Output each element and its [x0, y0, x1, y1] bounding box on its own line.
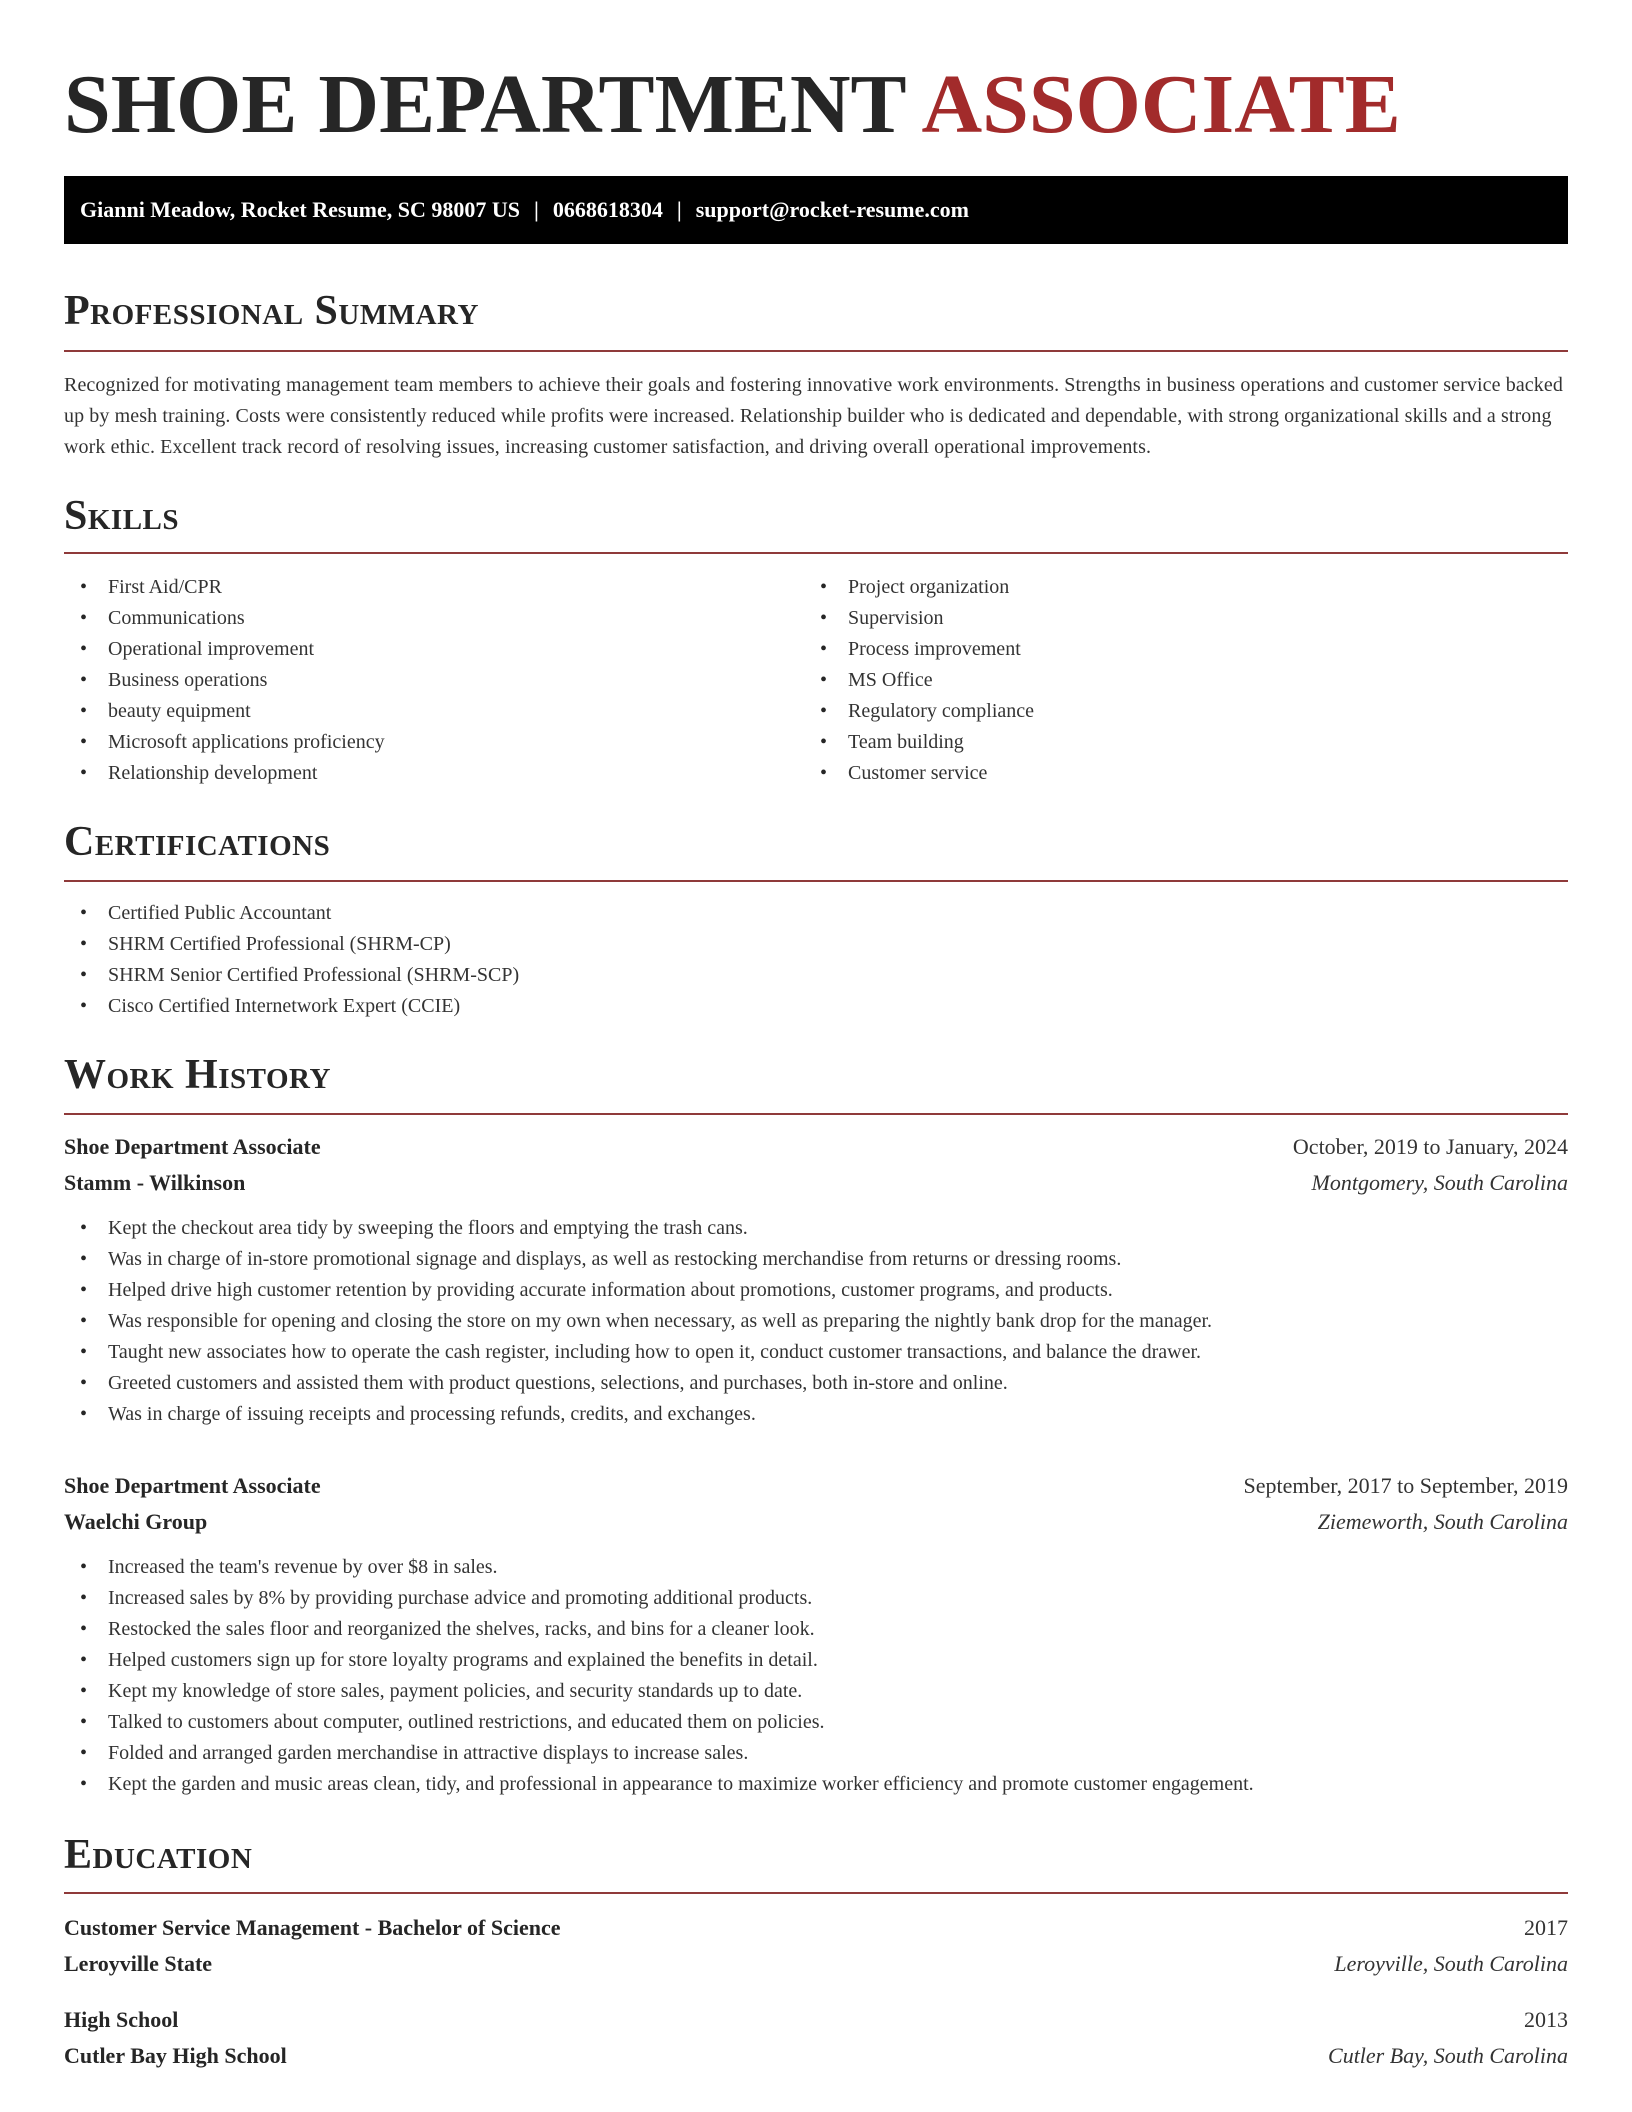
job-header-row — [64, 1468, 1568, 1504]
education-school-row — [64, 2038, 1568, 2074]
education-degree: Customer Service Management - Bachelor of Science — [64, 1915, 561, 1940]
skill-item: • Supervision — [804, 603, 1544, 634]
skill-item: • Regulatory compliance — [804, 696, 1544, 727]
certification-item: • SHRM Senior Certified Professional (SHRM-SCP) — [64, 960, 1568, 991]
resume-title — [64, 50, 1401, 160]
job-dates: September, 2017 to September, 2019 — [1243, 1473, 1568, 1498]
job-duty: • Talked to customers about computer, outlined restrictions, and educated them on policies. — [64, 1707, 1568, 1738]
section-divider — [64, 552, 1568, 554]
education-location: Leroyville, South Carolina — [1334, 1951, 1568, 1976]
education-entry — [64, 2002, 1568, 2074]
job-duty: • Kept my knowledge of store sales, payment policies, and security standards up to date. — [64, 1676, 1568, 1707]
title-main: SHOE DEPARTMENT — [64, 58, 906, 151]
job-dates: October, 2019 to January, 2024 — [1292, 1134, 1568, 1159]
education-school: Cutler Bay High School — [64, 2043, 287, 2068]
skill-item: • Relationship development — [64, 758, 804, 789]
job-duties-list — [64, 1552, 1568, 1800]
education-section — [64, 1826, 1568, 2074]
summary-text: Recognized for motivating management team members to achieve their goals and fostering innovative work environments. Strengths in business operations and customer service backed up by mesh training. Costs were consistently reduced while profits were increased. Relationship builder who is dedicated and dependable, with strong organizational skills and a strong work ethic. Excellent track record of resolving issues, increasing customer satisfaction, and driving overall operational improvements. — [64, 374, 1563, 458]
education-location: Cutler Bay, South Carolina — [1328, 2043, 1568, 2068]
job-entry — [64, 1468, 1568, 1800]
education-degree: High School — [64, 2007, 179, 2032]
job-duty: • Restocked the sales floor and reorganized the shelves, racks, and bins for a cleaner look. — [64, 1614, 1568, 1645]
certifications-list — [64, 898, 1568, 1022]
education-header-row — [64, 2002, 1568, 2038]
job-duty: • Folded and arranged garden merchandise in attractive displays to increase sales. — [64, 1738, 1568, 1769]
job-duty: • Increased the team's revenue by over $8 in sales. — [64, 1552, 1568, 1583]
skill-item: • beauty equipment — [64, 696, 804, 727]
job-company-row — [64, 1165, 1568, 1201]
job-company: Waelchi Group — [64, 1509, 208, 1534]
education-entry — [64, 1910, 1568, 1982]
job-duty: • Was responsible for opening and closing the store on my own when necessary, as well as preparing the nightly bank drop for the manager. — [64, 1306, 1568, 1337]
skill-item: • Process improvement — [804, 634, 1544, 665]
certification-item: • Cisco Certified Internetwork Expert (CCIE) — [64, 991, 1568, 1022]
certifications-heading: Certifications — [64, 819, 331, 865]
education-school: Leroyville State — [64, 1951, 213, 1976]
contact-separator: | — [676, 197, 682, 222]
job-duties-list — [64, 1213, 1568, 1430]
job-company-row — [64, 1504, 1568, 1540]
section-divider — [64, 1113, 1568, 1115]
education-year: 2013 — [1524, 2007, 1568, 2032]
job-header-row — [64, 1129, 1568, 1165]
skill-item: • Customer service — [804, 758, 1544, 789]
education-heading: Education — [64, 1832, 253, 1878]
title-accent: ASSOCIATE — [921, 58, 1401, 151]
skill-item: • Operational improvement — [64, 634, 804, 665]
job-duty: • Helped customers sign up for store loyalty programs and explained the benefits in detail. — [64, 1645, 1568, 1676]
contact-phone: 0668618304 — [552, 197, 663, 222]
skills-list-right — [804, 572, 1544, 789]
job-company: Stamm - Wilkinson — [64, 1170, 246, 1195]
contact-separator: | — [534, 197, 539, 222]
skill-item: • Project organization — [804, 572, 1544, 603]
job-location: Montgomery, South Carolina — [1311, 1170, 1568, 1195]
skill-item: • Business operations — [64, 665, 804, 696]
job-duty: • Taught new associates how to operate the cash register, including how to open it, conduct customer transactions, and balance the drawer. — [64, 1337, 1568, 1368]
section-divider — [64, 350, 1568, 352]
job-location: Ziemeworth, South Carolina — [1317, 1509, 1568, 1534]
certification-item: • SHRM Certified Professional (SHRM-CP) — [64, 929, 1568, 960]
job-title: Shoe Department Associate — [64, 1134, 321, 1159]
contact-bar — [64, 176, 1568, 244]
skills-heading: Skills — [64, 493, 180, 539]
job-duty: • Greeted customers and assisted them with product questions, selections, and purchases, both in-store and online. — [64, 1368, 1568, 1399]
job-duty: • Increased sales by 8% by providing purchase advice and promoting additional products. — [64, 1583, 1568, 1614]
work-history-section — [64, 1046, 1568, 1800]
education-school-row — [64, 1946, 1568, 1982]
contact-email: support@rocket-resume.com — [695, 197, 969, 222]
skill-item: • Microsoft applications proficiency — [64, 727, 804, 758]
certification-item: • Certified Public Accountant — [64, 898, 1568, 929]
job-duty: • Kept the checkout area tidy by sweeping the floors and emptying the trash cans. — [64, 1213, 1568, 1244]
skill-item: • Communications — [64, 603, 804, 634]
skill-item: • MS Office — [804, 665, 1544, 696]
section-divider — [64, 880, 1568, 882]
skill-item: • Team building — [804, 727, 1544, 758]
job-duty: • Helped drive high customer retention by providing accurate information about promotions, customer programs, and products. — [64, 1275, 1568, 1306]
job-duty: • Was in charge of in-store promotional signage and displays, as well as restocking merchandise from returns or dressing rooms. — [64, 1244, 1568, 1275]
skills-list-left — [64, 572, 804, 789]
job-title: Shoe Department Associate — [64, 1473, 321, 1498]
job-entry — [64, 1129, 1568, 1430]
skill-item: • First Aid/CPR — [64, 572, 804, 603]
summary-section — [64, 282, 1568, 463]
skills-columns — [64, 572, 1568, 789]
section-divider — [64, 1892, 1568, 1894]
skills-section — [64, 487, 1568, 789]
summary-heading: Professional Summary — [64, 288, 479, 334]
education-header-row — [64, 1910, 1568, 1946]
job-duty: • Kept the garden and music areas clean, tidy, and professional in appearance to maximize worker efficiency and promote customer engagement. — [64, 1769, 1568, 1800]
job-duty: • Was in charge of issuing receipts and processing refunds, credits, and exchanges. — [64, 1399, 1568, 1430]
work-history-heading: Work History — [64, 1052, 331, 1098]
certifications-section — [64, 813, 1568, 1022]
education-year: 2017 — [1524, 1915, 1568, 1940]
contact-address: Gianni Meadow, Rocket Resume, SC 98007 US — [80, 197, 521, 222]
